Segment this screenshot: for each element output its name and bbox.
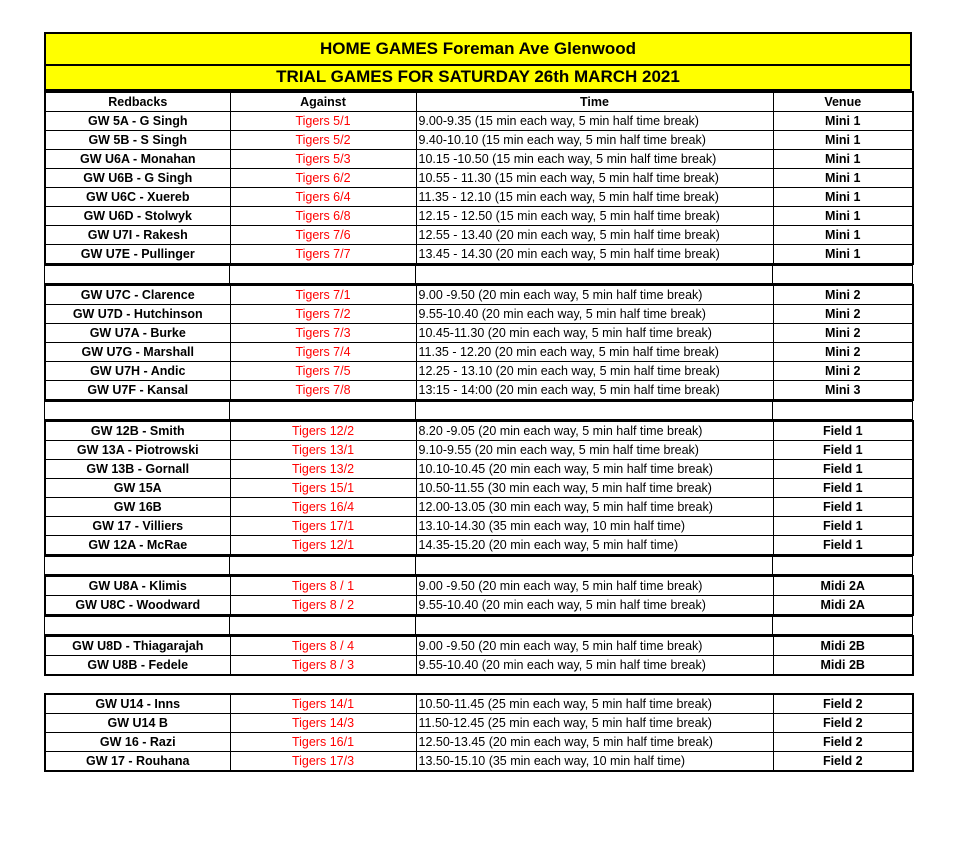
venue-cell: Midi 2B: [773, 636, 913, 656]
opponent-cell: Tigers 17/3: [230, 752, 416, 772]
table-row: [45, 596, 913, 616]
table-row: [45, 441, 913, 460]
table-row: [45, 169, 913, 188]
spacer-row: [44, 556, 913, 575]
schedule-group: [44, 284, 914, 401]
venue-cell: Field 1: [773, 441, 913, 460]
time-cell: 11.35 - 12.10 (15 min each way, 5 min half time break): [416, 188, 773, 207]
venue-cell: Midi 2A: [773, 596, 913, 616]
opponent-cell: Tigers 6/8: [230, 207, 416, 226]
time-cell: 10.55 - 11.30 (15 min each way, 5 min half time break): [416, 169, 773, 188]
team-cell: GW 5B - S Singh: [45, 131, 230, 150]
venue-cell: Mini 1: [773, 112, 913, 131]
time-cell: 12.25 - 13.10 (20 min each way, 5 min half time break): [416, 362, 773, 381]
header-redbacks: Redbacks: [45, 92, 230, 112]
table-row: [45, 188, 913, 207]
time-cell: 10.10-10.45 (20 min each way, 5 min half time break): [416, 460, 773, 479]
team-cell: GW 17 - Villiers: [45, 517, 230, 536]
team-cell: GW 17 - Rouhana: [45, 752, 230, 772]
venue-cell: Field 1: [773, 498, 913, 517]
team-cell: GW U7I - Rakesh: [45, 226, 230, 245]
opponent-cell: Tigers 7/6: [230, 226, 416, 245]
schedule-sheet: [44, 32, 912, 772]
page-subtitle: TRIAL GAMES FOR SATURDAY 26th MARCH 2021: [44, 66, 912, 91]
table-row: [45, 245, 913, 265]
time-cell: 8.20 -9.05 (20 min each way, 5 min half time break): [416, 421, 773, 441]
opponent-cell: Tigers 8 / 1: [230, 576, 416, 596]
opponent-cell: Tigers 5/3: [230, 150, 416, 169]
table-row: [45, 362, 913, 381]
opponent-cell: Tigers 12/2: [230, 421, 416, 441]
time-cell: 10.45-11.30 (20 min each way, 5 min half time break): [416, 324, 773, 343]
table-row: [45, 517, 913, 536]
venue-cell: Mini 2: [773, 324, 913, 343]
time-cell: 9.55-10.40 (20 min each way, 5 min half time break): [416, 656, 773, 676]
table-row: [45, 498, 913, 517]
team-cell: GW U14 - Inns: [45, 694, 230, 714]
table-row: [45, 285, 913, 305]
time-cell: 12.55 - 13.40 (20 min each way, 5 min half time break): [416, 226, 773, 245]
venue-cell: Mini 2: [773, 362, 913, 381]
opponent-cell: Tigers 16/4: [230, 498, 416, 517]
team-cell: GW U8D - Thiagarajah: [45, 636, 230, 656]
table-row: [45, 536, 913, 556]
spacer-row: [44, 616, 913, 635]
venue-cell: Midi 2B: [773, 656, 913, 676]
spacer-row: [44, 676, 912, 693]
team-cell: GW 13B - Gornall: [45, 460, 230, 479]
spacer-row: [44, 265, 913, 284]
venue-cell: Mini 1: [773, 150, 913, 169]
opponent-cell: Tigers 5/2: [230, 131, 416, 150]
venue-cell: Mini 2: [773, 285, 913, 305]
table-row: [45, 733, 913, 752]
time-cell: 13.50-15.10 (35 min each way, 10 min half time): [416, 752, 773, 772]
table-row: [45, 636, 913, 656]
schedule-group: [44, 635, 914, 676]
opponent-cell: Tigers 6/4: [230, 188, 416, 207]
team-cell: GW 13A - Piotrowski: [45, 441, 230, 460]
opponent-cell: Tigers 13/2: [230, 460, 416, 479]
venue-cell: Field 2: [773, 714, 913, 733]
table-row: [45, 131, 913, 150]
venue-cell: Field 1: [773, 517, 913, 536]
team-cell: GW U7G - Marshall: [45, 343, 230, 362]
time-cell: 10.50-11.55 (30 min each way, 5 min half time break): [416, 479, 773, 498]
time-cell: 9.55-10.40 (20 min each way, 5 min half time break): [416, 596, 773, 616]
table-row: [45, 207, 913, 226]
team-cell: GW U7F - Kansal: [45, 381, 230, 401]
team-cell: GW 5A - G Singh: [45, 112, 230, 131]
time-cell: 11.50-12.45 (25 min each way, 5 min half time break): [416, 714, 773, 733]
time-cell: 13.10-14.30 (35 min each way, 10 min half time): [416, 517, 773, 536]
team-cell: GW U6B - G Singh: [45, 169, 230, 188]
venue-cell: Mini 2: [773, 305, 913, 324]
venue-cell: Field 2: [773, 694, 913, 714]
table-row: [45, 343, 913, 362]
table-row: [45, 305, 913, 324]
opponent-cell: Tigers 8 / 3: [230, 656, 416, 676]
venue-cell: Field 1: [773, 536, 913, 556]
table-row: [45, 479, 913, 498]
team-cell: GW U7C - Clarence: [45, 285, 230, 305]
schedule-group: [44, 420, 914, 556]
team-cell: GW U6D - Stolwyk: [45, 207, 230, 226]
venue-cell: Midi 2A: [773, 576, 913, 596]
venue-cell: Mini 1: [773, 207, 913, 226]
page-title: HOME GAMES Foreman Ave Glenwood: [44, 32, 912, 66]
time-cell: 13:15 - 14:00 (20 min each way, 5 min half time break): [416, 381, 773, 401]
time-cell: 12.00-13.05 (30 min each way, 5 min half time break): [416, 498, 773, 517]
team-cell: GW U6A - Monahan: [45, 150, 230, 169]
time-cell: 12.50-13.45 (20 min each way, 5 min half time break): [416, 733, 773, 752]
opponent-cell: Tigers 15/1: [230, 479, 416, 498]
opponent-cell: Tigers 14/1: [230, 694, 416, 714]
opponent-cell: Tigers 7/2: [230, 305, 416, 324]
time-cell: 9.40-10.10 (15 min each way, 5 min half time break): [416, 131, 773, 150]
team-cell: GW U8C - Woodward: [45, 596, 230, 616]
time-cell: 10.15 -10.50 (15 min each way, 5 min half time break): [416, 150, 773, 169]
venue-cell: Field 2: [773, 752, 913, 772]
team-cell: GW 16B: [45, 498, 230, 517]
opponent-cell: Tigers 8 / 4: [230, 636, 416, 656]
time-cell: 9.00 -9.50 (20 min each way, 5 min half time break): [416, 285, 773, 305]
table-row: [45, 421, 913, 441]
table-row: [45, 324, 913, 343]
header-time: Time: [416, 92, 773, 112]
opponent-cell: Tigers 7/7: [230, 245, 416, 265]
table-row: [45, 714, 913, 733]
venue-cell: Field 2: [773, 733, 913, 752]
table-row: [45, 226, 913, 245]
table-row: [45, 694, 913, 714]
team-cell: GW U7A - Burke: [45, 324, 230, 343]
opponent-cell: Tigers 7/8: [230, 381, 416, 401]
opponent-cell: Tigers 6/2: [230, 169, 416, 188]
time-cell: 9.10-9.55 (20 min each way, 5 min half time break): [416, 441, 773, 460]
team-cell: GW 15A: [45, 479, 230, 498]
time-cell: 13.45 - 14.30 (20 min each way, 5 min half time break): [416, 245, 773, 265]
team-cell: GW U8B - Fedele: [45, 656, 230, 676]
venue-cell: Field 1: [773, 421, 913, 441]
opponent-cell: Tigers 7/5: [230, 362, 416, 381]
team-cell: GW U7H - Andic: [45, 362, 230, 381]
team-cell: GW 12A - McRae: [45, 536, 230, 556]
venue-cell: Mini 1: [773, 169, 913, 188]
opponent-cell: Tigers 17/1: [230, 517, 416, 536]
opponent-cell: Tigers 8 / 2: [230, 596, 416, 616]
schedule-tables: [44, 91, 912, 772]
spacer-row: [44, 401, 913, 420]
opponent-cell: Tigers 12/1: [230, 536, 416, 556]
venue-cell: Mini 2: [773, 343, 913, 362]
table-row: [45, 150, 913, 169]
table-row: [45, 752, 913, 772]
time-cell: 9.55-10.40 (20 min each way, 5 min half time break): [416, 305, 773, 324]
time-cell: 11.35 - 12.20 (20 min each way, 5 min half time break): [416, 343, 773, 362]
team-cell: GW U8A - Klimis: [45, 576, 230, 596]
table-row: [45, 576, 913, 596]
opponent-cell: Tigers 7/1: [230, 285, 416, 305]
time-cell: 12.15 - 12.50 (15 min each way, 5 min half time break): [416, 207, 773, 226]
venue-cell: Mini 1: [773, 131, 913, 150]
venue-cell: Field 1: [773, 460, 913, 479]
table-row: [45, 112, 913, 131]
header-against: Against: [230, 92, 416, 112]
team-cell: GW 12B - Smith: [45, 421, 230, 441]
time-cell: 9.00-9.35 (15 min each way, 5 min half time break): [416, 112, 773, 131]
table-row: [45, 656, 913, 676]
time-cell: 9.00 -9.50 (20 min each way, 5 min half time break): [416, 576, 773, 596]
opponent-cell: Tigers 7/4: [230, 343, 416, 362]
opponent-cell: Tigers 7/3: [230, 324, 416, 343]
table-row: [45, 460, 913, 479]
venue-cell: Mini 1: [773, 245, 913, 265]
team-cell: GW U7E - Pullinger: [45, 245, 230, 265]
venue-cell: Mini 3: [773, 381, 913, 401]
schedule-group: [44, 575, 914, 616]
team-cell: GW 16 - Razi: [45, 733, 230, 752]
opponent-cell: Tigers 16/1: [230, 733, 416, 752]
table-row: [45, 381, 913, 401]
schedule-group: [44, 91, 914, 265]
team-cell: GW U14 B: [45, 714, 230, 733]
venue-cell: Field 1: [773, 479, 913, 498]
header-venue: Venue: [773, 92, 913, 112]
time-cell: 14.35-15.20 (20 min each way, 5 min half time): [416, 536, 773, 556]
schedule-group: [44, 693, 914, 772]
venue-cell: Mini 1: [773, 188, 913, 207]
team-cell: GW U6C - Xuereb: [45, 188, 230, 207]
time-cell: 10.50-11.45 (25 min each way, 5 min half time break): [416, 694, 773, 714]
opponent-cell: Tigers 13/1: [230, 441, 416, 460]
team-cell: GW U7D - Hutchinson: [45, 305, 230, 324]
time-cell: 9.00 -9.50 (20 min each way, 5 min half time break): [416, 636, 773, 656]
header-row: [45, 92, 913, 112]
opponent-cell: Tigers 5/1: [230, 112, 416, 131]
opponent-cell: Tigers 14/3: [230, 714, 416, 733]
venue-cell: Mini 1: [773, 226, 913, 245]
